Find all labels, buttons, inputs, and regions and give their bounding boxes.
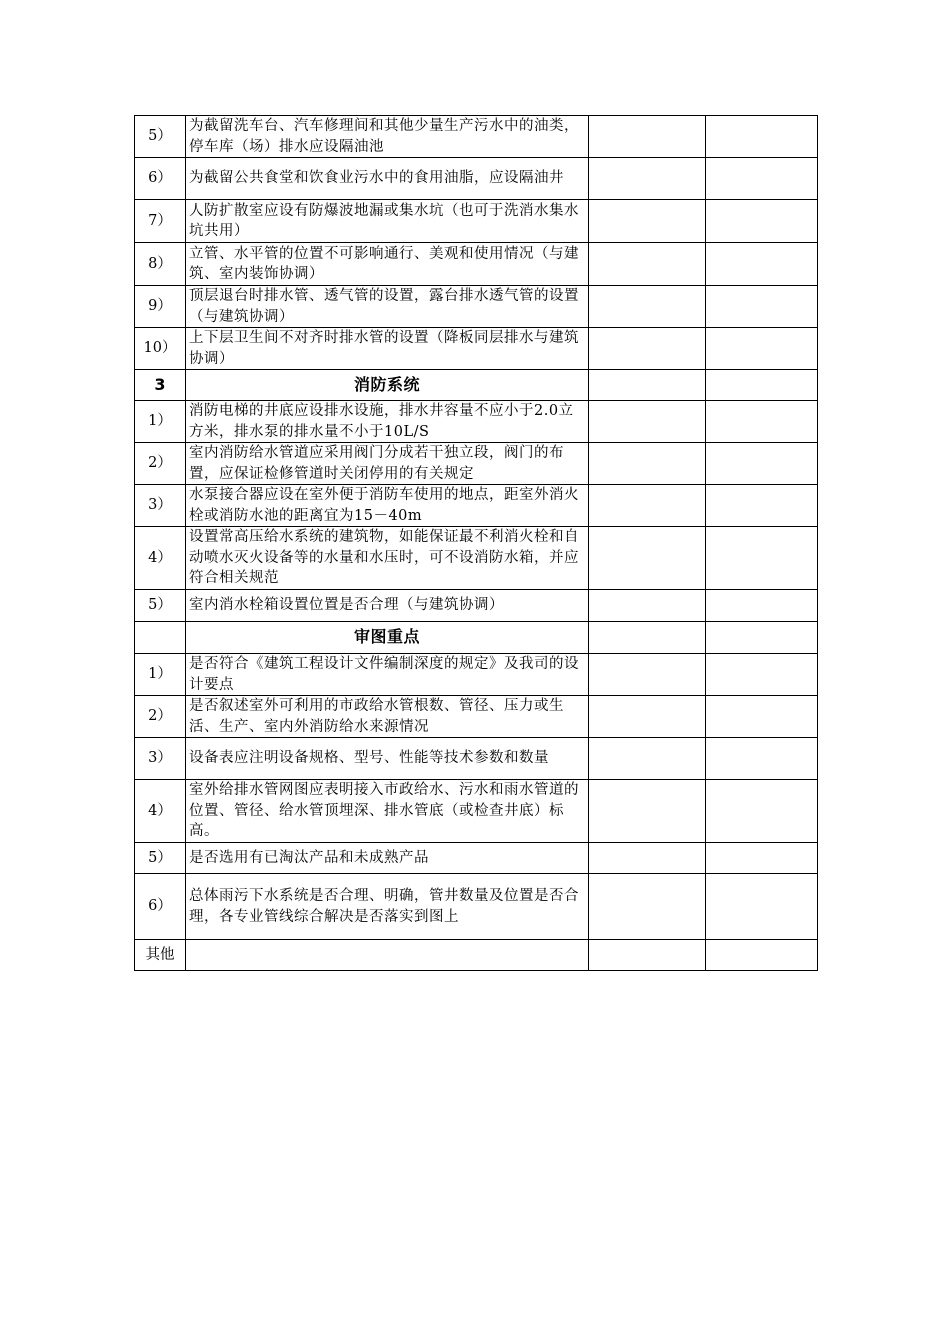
blank-cell <box>589 738 706 780</box>
blank-cell <box>706 696 818 738</box>
row-description: 为截留洗车台、汽车修理间和其他少量生产污水中的油类，停车库（场）排水应设隔油池 <box>186 116 589 158</box>
blank-cell <box>706 370 818 401</box>
table-row <box>135 243 818 286</box>
row-description: 顶层退台时排水管、透气管的设置，露台排水透气管的设置（与建筑协调） <box>186 286 589 328</box>
table-row <box>135 590 818 622</box>
blank-cell <box>589 158 706 200</box>
table-row <box>135 328 818 370</box>
blank-cell <box>706 116 818 158</box>
row-number: 3） <box>135 738 186 780</box>
row-number: 其他 <box>135 940 186 971</box>
row-number: 5） <box>135 116 186 158</box>
row-description: 总体雨污下水系统是否合理、明确，管井数量及位置是否合理，各专业管线综合解决是否落实到图上 <box>186 874 589 940</box>
blank-cell <box>706 200 818 243</box>
table-row <box>135 200 818 243</box>
section-header-row <box>135 370 818 401</box>
row-number: 5） <box>135 843 186 874</box>
table-body <box>135 116 818 971</box>
blank-cell <box>706 940 818 971</box>
table-row <box>135 696 818 738</box>
blank-cell <box>589 622 706 654</box>
blank-cell <box>706 401 818 443</box>
row-number: 5） <box>135 590 186 622</box>
row-description: 室内消防给水管道应采用阀门分成若干独立段，阀门的布置，应保证检修管道时关闭停用的有关规定 <box>186 443 589 485</box>
table-row <box>135 843 818 874</box>
row-description: 立管、水平管的位置不可影响通行、美观和使用情况（与建筑、室内装饰协调） <box>186 243 589 286</box>
table-row <box>135 738 818 780</box>
row-number: 2） <box>135 696 186 738</box>
table-row <box>135 485 818 527</box>
table-row <box>135 116 818 158</box>
blank-cell <box>706 654 818 696</box>
row-description: 设备表应注明设备规格、型号、性能等技术参数和数量 <box>186 738 589 780</box>
table-row <box>135 158 818 200</box>
row-description <box>186 940 589 971</box>
section-header-row <box>135 622 818 654</box>
blank-cell <box>706 874 818 940</box>
row-number: 3） <box>135 485 186 527</box>
blank-cell <box>589 116 706 158</box>
row-description: 人防扩散室应设有防爆波地漏或集水坑（也可于洗消水集水坑共用） <box>186 200 589 243</box>
row-number: 6） <box>135 874 186 940</box>
blank-cell <box>589 843 706 874</box>
blank-cell <box>706 738 818 780</box>
blank-cell <box>706 843 818 874</box>
section-number: 3 <box>135 370 186 401</box>
row-number: 4） <box>135 780 186 843</box>
blank-cell <box>589 328 706 370</box>
blank-cell <box>706 590 818 622</box>
table-row <box>135 286 818 328</box>
table-row <box>135 443 818 485</box>
row-number: 8） <box>135 243 186 286</box>
blank-cell <box>589 485 706 527</box>
blank-cell <box>589 286 706 328</box>
blank-cell <box>589 940 706 971</box>
blank-cell <box>589 401 706 443</box>
blank-cell <box>706 243 818 286</box>
row-number: 6） <box>135 158 186 200</box>
table-row <box>135 401 818 443</box>
blank-cell <box>589 654 706 696</box>
section-title: 消防系统 <box>186 370 589 401</box>
blank-cell <box>589 696 706 738</box>
blank-cell <box>706 780 818 843</box>
section-number <box>135 622 186 654</box>
row-number: 7） <box>135 200 186 243</box>
blank-cell <box>589 590 706 622</box>
blank-cell <box>589 780 706 843</box>
blank-cell <box>706 158 818 200</box>
row-number: 4） <box>135 527 186 590</box>
table-row <box>135 874 818 940</box>
table-row <box>135 940 818 971</box>
review-checklist-table <box>134 115 818 971</box>
blank-cell <box>706 443 818 485</box>
table-row <box>135 780 818 843</box>
blank-cell <box>589 443 706 485</box>
blank-cell <box>589 370 706 401</box>
blank-cell <box>589 527 706 590</box>
blank-cell <box>589 200 706 243</box>
blank-cell <box>706 527 818 590</box>
row-number: 9） <box>135 286 186 328</box>
row-description: 为截留公共食堂和饮食业污水中的食用油脂，应设隔油井 <box>186 158 589 200</box>
blank-cell <box>589 874 706 940</box>
blank-cell <box>706 328 818 370</box>
row-description: 室内消水栓箱设置位置是否合理（与建筑协调） <box>186 590 589 622</box>
table-row <box>135 654 818 696</box>
row-description: 设置常高压给水系统的建筑物，如能保证最不利消火栓和自动喷水灭火设备等的水量和水压时，可不设消防水箱，并应符合相关规范 <box>186 527 589 590</box>
blank-cell <box>706 286 818 328</box>
row-description: 是否叙述室外可利用的市政给水管根数、管径、压力或生活、生产、室内外消防给水来源情况 <box>186 696 589 738</box>
row-description: 上下层卫生间不对齐时排水管的设置（降板同层排水与建筑协调） <box>186 328 589 370</box>
row-number: 1） <box>135 654 186 696</box>
row-description: 是否选用有已淘汰产品和未成熟产品 <box>186 843 589 874</box>
row-description: 消防电梯的井底应设排水设施，排水井容量不应小于2.0立方米，排水泵的排水量不小于10L/S <box>186 401 589 443</box>
section-title: 审图重点 <box>186 622 589 654</box>
row-description: 水泵接合器应设在室外便于消防车使用的地点，距室外消火栓或消防水池的距离宜为15－40m <box>186 485 589 527</box>
row-number: 2） <box>135 443 186 485</box>
blank-cell <box>589 243 706 286</box>
row-description: 是否符合《建筑工程设计文件编制深度的规定》及我司的设计要点 <box>186 654 589 696</box>
blank-cell <box>706 485 818 527</box>
row-number: 1） <box>135 401 186 443</box>
table-row <box>135 527 818 590</box>
blank-cell <box>706 622 818 654</box>
row-description: 室外给排水管网图应表明接入市政给水、污水和雨水管道的位置、管径、给水管顶埋深、排水管底（或检查井底）标高。 <box>186 780 589 843</box>
row-number: 10） <box>135 328 186 370</box>
